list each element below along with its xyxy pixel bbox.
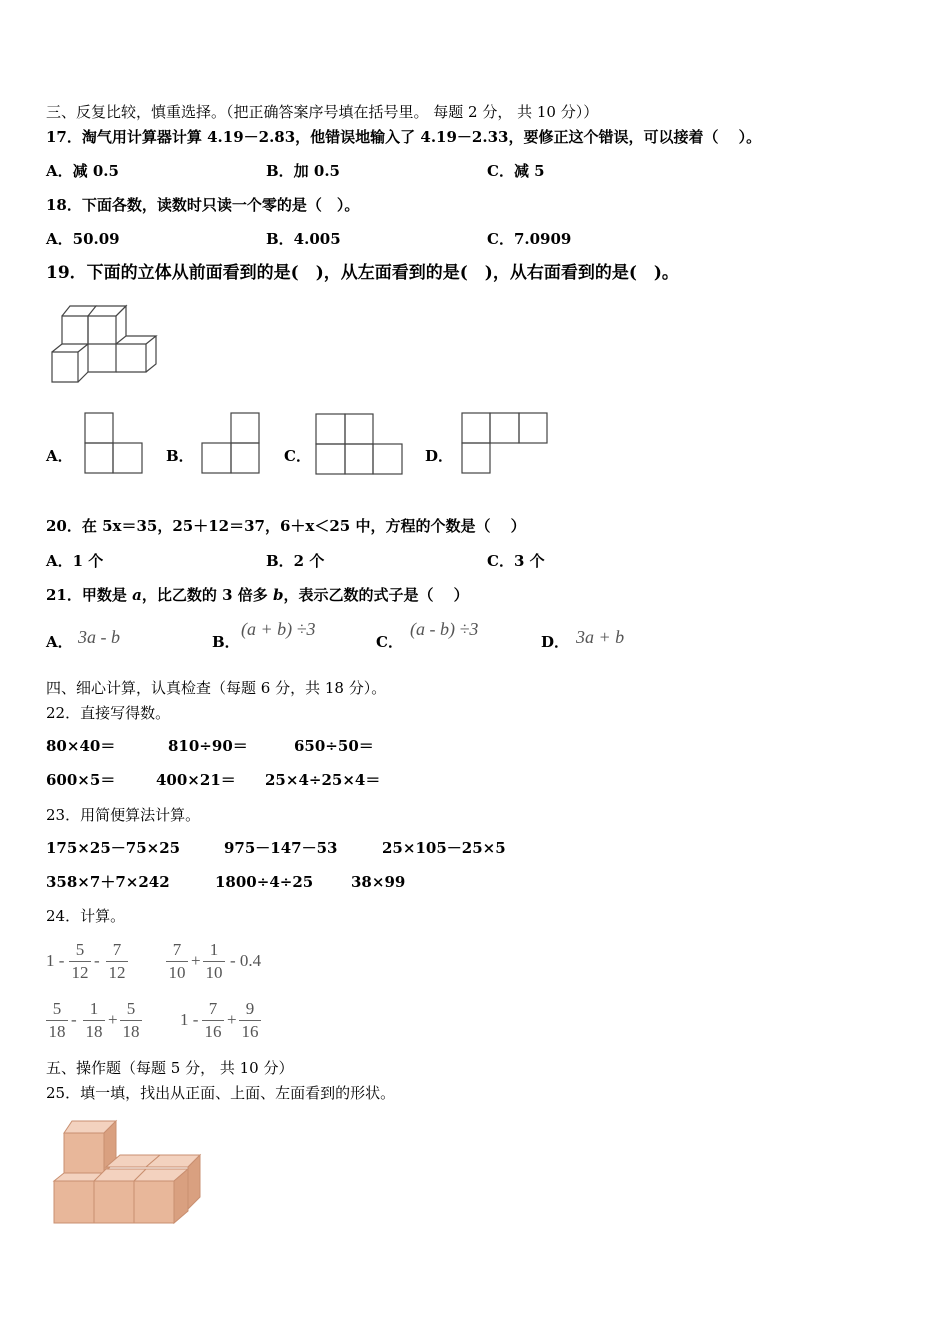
q23-item-2: 975－147－53	[224, 839, 338, 857]
q19-option-a-label: A．	[46, 447, 73, 465]
section-5-title: 五、操作题（每题 5 分， 共 10 分）	[46, 1059, 294, 1077]
fraction: 7 16	[202, 999, 224, 1042]
q17-option-a: A．减 0.5	[46, 162, 119, 180]
q21-var-b: b	[272, 586, 284, 604]
section-4-title: 四、细心计算，认真检查（每题 6 分，共 18 分）。	[46, 679, 387, 697]
q22-item-4: 600×5＝	[46, 771, 116, 789]
fraction: 5 18	[46, 999, 68, 1042]
q21-option-a-label: A．	[46, 633, 73, 651]
q21-text: 21．甲数是 a，比乙数的 3 倍多 b，表示乙数的式子是（ ）	[46, 586, 469, 604]
q19-option-c-view	[315, 413, 403, 475]
q20-text: 20．在 5x＝35，25＋12＝37，6＋x＜25 中，方程的个数是（ ）	[46, 517, 526, 535]
q22-text: 22．直接写得数。	[46, 704, 171, 722]
worksheet-page: 三、反复比较，慎重选择。（把正确答案序号填在括号里。 每题 2 分， 共 10 分）） 17．淘气用计算器计算 4.19－2.83，他错误地输入了 4.19－2.33，要修正这个错误，可以接着（ ）。 A．减 0.5 B．加 0.5 C．减 5 18．下面各数，读数时只读一个零的是（ ）。 A．50.09 B．4.005 C．7.0909 19．下面的立体从前面看到的是( )，从左面看到的是( )，从右面看到的是( )。 A． B． C． D． 20．在 5x＝35，25＋12＝37，6＋x＜25 中，方程的个数是（ ） A．1 个 B．2 个 C．3 个 21．甲数是 a，比乙数的 3 倍多 b，表示乙数的式子是（ ） A． 3a - b B． (a + b) ÷3 C． (a - b) ÷3 D． 3a + b 四、细心计算，认真检查（每题 6 分，共 18 分）。 22．直接写得数。 80×40＝ 810÷90＝ 650÷50＝ 600×5＝ 400×21＝ 25×4÷25×4＝ 23．用简便算法计算。 175×25－75×25 975－147－53 25×105－25×5 358×7＋7×242 1800÷4÷25 38×99 24．计算。 1 - 5 12 - 7 12 7 10 + 1 10 - 0.4 5 18 - 1 18 + 5 18 1 - 7 16 + 9 16 五、操作题（每题 5 分， 共 10 分） 25．填一填，找出从正面、上面、左面看到的形状。	[0, 0, 950, 1344]
q19-option-c-label: C．	[284, 447, 311, 465]
q25-text: 25．填一填，找出从正面、上面、左面看到的形状。	[46, 1084, 396, 1102]
fraction: 7 10	[166, 940, 188, 983]
fraction: 7 12	[106, 940, 128, 983]
q20-option-c: C．3 个	[487, 552, 545, 570]
q23-item-3: 25×105－25×5	[382, 839, 506, 857]
q23-text: 23．用简便算法计算。	[46, 806, 201, 824]
q19-option-b-view	[201, 412, 261, 474]
q21-option-c-expr: (a - b) ÷3	[410, 619, 479, 639]
q23-item-6: 38×99	[351, 873, 406, 891]
q17-option-b: B．加 0.5	[266, 162, 340, 180]
q17-text: 17．淘气用计算器计算 4.19－2.83，他错误地输入了 4.19－2.33，要修正这个错误，可以接着（ ）。	[46, 128, 762, 146]
fraction: 1 10	[203, 940, 225, 983]
q22-item-6: 25×4÷25×4＝	[265, 771, 381, 789]
q21-option-b-label: B．	[212, 633, 240, 651]
q19-option-a-view	[84, 412, 144, 474]
q25-cube-stack-figure	[50, 1117, 204, 1227]
q21-var-a: a	[132, 586, 142, 604]
q23-item-5: 1800÷4÷25	[215, 873, 314, 891]
q21-option-d-label: D．	[541, 633, 570, 651]
q18-option-c: C．7.0909	[487, 230, 572, 248]
q21-option-c-label: C．	[376, 633, 403, 651]
q18-text: 18．下面各数，读数时只读一个零的是（ ）。	[46, 196, 360, 214]
fraction: 9 16	[239, 999, 261, 1042]
fraction: 5 18	[120, 999, 142, 1042]
q19-solid-figure	[48, 302, 160, 386]
q21-option-d-expr: 3a + b	[576, 627, 625, 647]
q21-option-b-expr: (a + b) ÷3	[241, 619, 316, 639]
q19-option-b-label: B．	[166, 447, 194, 465]
q18-option-b: B．4.005	[266, 230, 341, 248]
q22-item-5: 400×21＝	[156, 771, 236, 789]
q23-item-1: 175×25－75×25	[46, 839, 181, 857]
q22-item-1: 80×40＝	[46, 737, 116, 755]
q21-option-a-expr: 3a - b	[78, 627, 120, 647]
q23-item-4: 358×7＋7×242	[46, 873, 170, 891]
q22-item-2: 810÷90＝	[168, 737, 248, 755]
q18-option-a: A．50.09	[46, 230, 120, 248]
fraction: 1 18	[83, 999, 105, 1042]
q19-option-d-label: D．	[425, 447, 454, 465]
q24-text: 24．计算。	[46, 907, 126, 925]
fraction: 5 12	[69, 940, 91, 983]
q22-item-3: 650÷50＝	[294, 737, 374, 755]
q19-option-d-view	[461, 412, 549, 474]
q20-option-b: B．2 个	[266, 552, 325, 570]
q17-option-c: C．减 5	[487, 162, 545, 180]
q20-option-a: A．1 个	[46, 552, 104, 570]
section-3-title: 三、反复比较，慎重选择。（把正确答案序号填在括号里。 每题 2 分， 共 10 分））	[46, 103, 599, 121]
q19-text: 19．下面的立体从前面看到的是( )，从左面看到的是( )，从右面看到的是( )。	[46, 263, 679, 283]
